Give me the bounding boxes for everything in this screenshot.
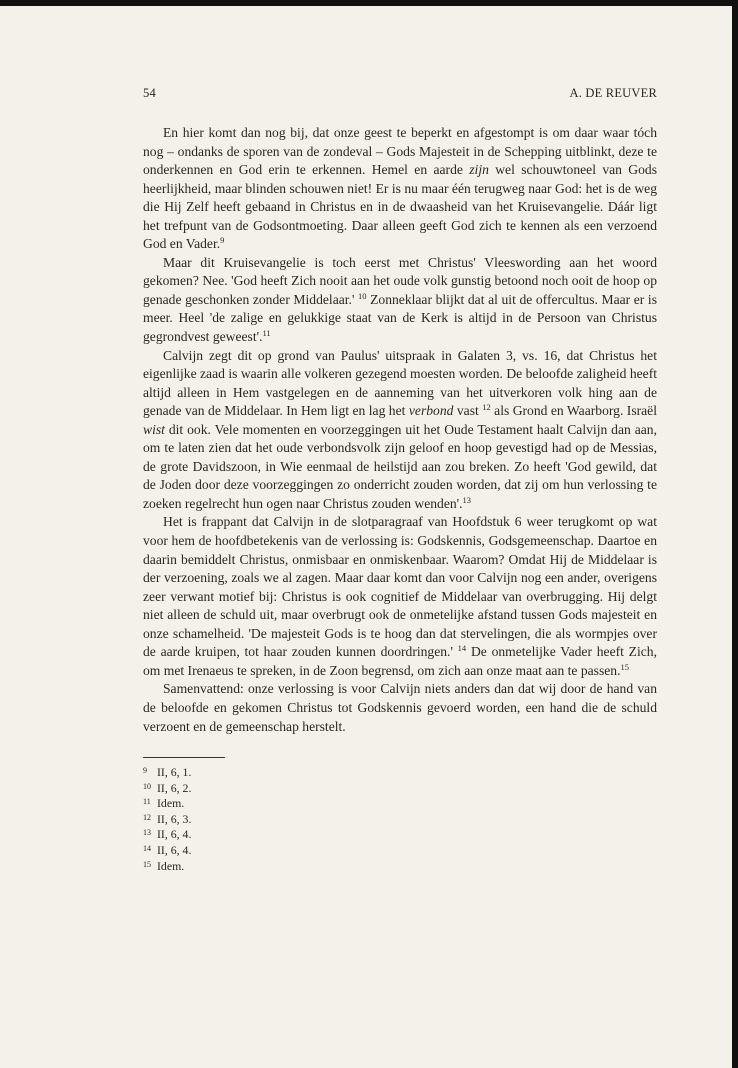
running-head-author: A. DE REUVER [569, 86, 657, 100]
running-head [143, 86, 657, 106]
footnote-rule [143, 757, 225, 758]
text-segment: dit ook. Vele momenten en voorzeggingen uit het Oude Testament haalt Calvijn dan aan, om te laten zien dat het oude verbondsvolk zijn geloof en hoop gevestigd had op de Messias, de grote Davidszoon, in Wie eenmaal de heilstijd aan zou breken. Zo heeft 'God gewild, dat de Joden door deze voorzeggingen zo onderricht zouden worden, dat zij om hun verlossing te zoeken regelrecht hun ogen naar Christus zouden wenden'. [143, 421, 657, 511]
emphasized-text: zijn [469, 162, 489, 178]
text-segment: Maar dit Kruisevangelie is toch eerst met Christus' Vleeswording aan het woord gekomen? Nee. 'God heeft Zich nooit aan het oude volk gunstig betoond noch ooit de hoop op genade geschonken zonder Middelaar.' [143, 254, 657, 307]
text-segment: De onmetelijke Vader heeft Zich, om met Irenaeus te spreken, in de Zoon begrensd, om zich aan onze maat aan te passen. [143, 644, 657, 678]
body-text [143, 124, 657, 736]
text-segment: wel schouwtoneel van Gods heerlijkheid, maar blinden schouwen niet! Er is nu maar één terugweg naar God: het is de weg die Hij Zelf heeft gebaand in Christus en in de dwaasheid van het Kruisevangelie. Dáár ligt het trefpunt van de Godsontmoeting. Daar alleen geeft God zich te kennen als een verzoend God en Vader. [143, 162, 657, 252]
footnote [143, 780, 657, 796]
footnote-number: 10 [143, 781, 151, 791]
footnote-text: Idem. [157, 858, 185, 873]
footnote-text: II, 6, 3. [157, 811, 192, 826]
footnote [143, 826, 657, 842]
text-segment: als Grond en Waarborg. Israël [490, 403, 657, 419]
text-segment: Calvijn zegt dit op grond van Paulus' uitspraak in Galaten 3, vs. 16, dat Christus het eigenlijke zaad is waarin alle volkeren gezegend moesten worden. De beloofde zaligheid heeft altijd alleen in Hem vastgelegen en de aanneming van het uitverkoren volk hing aan de genade van de Middelaar. In Hem ligt en lag het [143, 347, 657, 419]
footnote [143, 764, 657, 780]
footnote-number: 14 [143, 844, 151, 854]
paragraph [143, 124, 657, 254]
text-segment: En hier komt dan nog bij, dat onze geest te beperkt en afgestompt is om daar waar tóch nog – ondanks de sporen van de zondeval – Gods Majesteit in de Schepping uitblinkt, deze te onderkennen en God erin te erkennen. Hemel en aarde [143, 125, 657, 178]
footnote [143, 795, 657, 811]
paragraph [143, 347, 657, 514]
footnote-text: Idem. [157, 796, 185, 811]
book-page [143, 86, 657, 873]
scan-border-top [0, 0, 738, 6]
footnote [143, 811, 657, 827]
text-segment: Het is frappant dat Calvijn in de slotparagraaf van Hoofdstuk 6 weer terugkomt op wat voor hem de hoofdbetekenis van de verlossing is: Godskennis, Godsgemeenschap. Daartoe en daarin bemiddelt Christus, onmisbaar en onmiskenbaar. Waarom? Omdat Hij de Middelaar is der verzoening, zoals we al zagen. Maar daar komt dan voor Calvijn nog een ander, overigens zeer verwant motief bij: Christus is ook cognitief de Middelaar van overbrugging. Hij delgt niet alleen de schuld uit, maar overbrugt ook de onmetelijke afstand tussen Gods majesteit en onze schamelheid. 'De majesteit Gods is te hoog dan dat stervelingen, die als wormpjes over de aarde kruipen, tot haar zouden kunnen doordringen.' [143, 514, 657, 660]
text-segment: vast [453, 403, 483, 419]
footnote-number: 9 [143, 766, 147, 776]
emphasized-text: verbond [408, 403, 454, 419]
footnote-reference: 14 [457, 643, 467, 654]
footnote-text: II, 6, 1. [157, 765, 192, 780]
footnote-number: 12 [143, 812, 151, 822]
page-number: 54 [143, 86, 156, 100]
paragraph [143, 680, 657, 736]
emphasized-text: wist [143, 421, 165, 437]
paragraph [143, 513, 657, 680]
footnote-reference: 15 [620, 661, 629, 672]
footnote-reference: 11 [262, 328, 271, 339]
footnote-reference: 9 [220, 235, 225, 246]
footnote-number: 11 [143, 797, 151, 807]
text-segment: Samenvattend: onze verlossing is voor Calvijn niets anders dan dat wij door de hand van de beloofde en gekomen Christus tot Godskennis gevoerd worden, een hand die de schuld verzoent en de gemeenschap herstelt. [143, 681, 657, 734]
footnote-reference: 12 [482, 402, 491, 413]
footnote-text: II, 6, 2. [157, 780, 192, 795]
footnote [143, 858, 657, 874]
footnote-number: 15 [143, 859, 151, 869]
footnote-text: II, 6, 4. [157, 827, 192, 842]
scan-border-right [732, 0, 738, 1068]
footnote-reference: 13 [462, 494, 472, 505]
footnote-number: 13 [143, 828, 151, 838]
footnote-reference: 10 [358, 290, 367, 301]
footnote [143, 842, 657, 858]
footnotes [143, 764, 657, 873]
text-segment: Zonneklaar blijkt dat al uit de offercultus. Maar er is meer. Heel 'de zalige en gelukkige staat van de Kerk is altijd in de Persoon van Christus gegrondvest geweest'. [143, 291, 657, 345]
footnote-text: II, 6, 4. [157, 843, 192, 858]
paragraph [143, 254, 657, 347]
